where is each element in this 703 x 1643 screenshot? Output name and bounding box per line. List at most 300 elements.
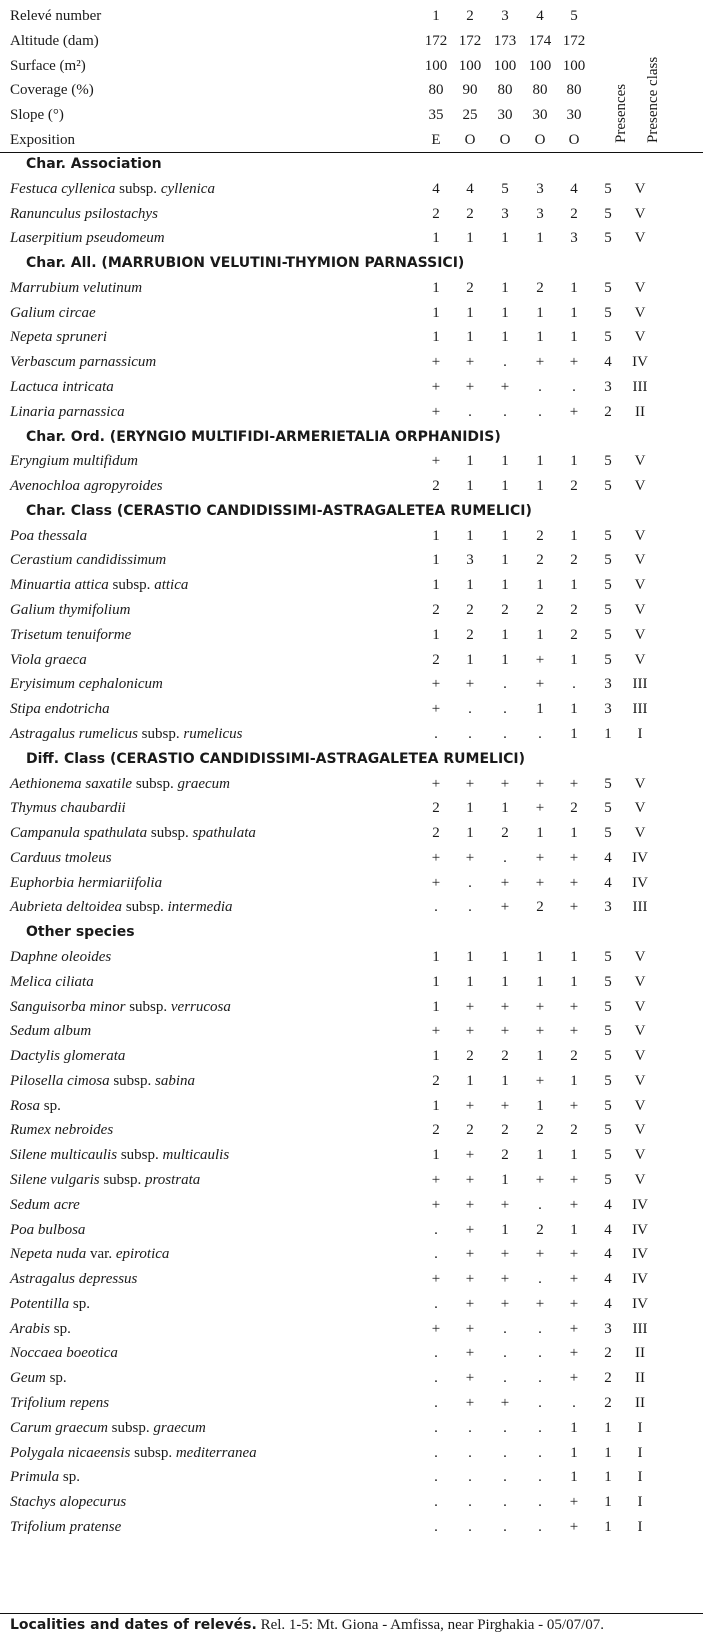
- table-row: [0, 301, 703, 327]
- section-title: Char. Class (CERASTIO CANDIDISSIMI-ASTRAGALETEA RUMELICI): [26, 502, 532, 519]
- table-row: [0, 1515, 703, 1541]
- species-name: [10, 1147, 229, 1164]
- cover-value: +: [535, 354, 545, 371]
- species-name: [10, 1222, 85, 1239]
- cover-value: 2: [570, 602, 578, 619]
- cover-value: .: [503, 1494, 507, 1511]
- table-row: [0, 1069, 703, 1095]
- header-row: [0, 103, 703, 129]
- cover-value: 2: [432, 205, 440, 222]
- cover-value: 3: [501, 205, 509, 222]
- table-row: [0, 1366, 703, 1392]
- table-row: [0, 524, 703, 550]
- cover-value: 1: [466, 800, 474, 817]
- cover-value: +: [431, 701, 441, 718]
- presence-class-value: I: [637, 1494, 643, 1511]
- cover-value: +: [431, 1023, 441, 1040]
- section-title: Diff. Class (CERASTIO CANDIDISSIMI-ASTRAGALETEA RUMELICI): [26, 750, 526, 767]
- cover-value: .: [538, 1469, 542, 1486]
- infraspecific-epithet: mediterranea: [175, 1444, 257, 1461]
- species-binomial: Aubrieta deltoidea: [10, 899, 123, 916]
- presence-class-value: V: [634, 577, 646, 594]
- cover-value: 1: [432, 304, 440, 321]
- cover-value: +: [465, 676, 475, 693]
- table-row: [0, 202, 703, 228]
- presences-value: 5: [604, 478, 612, 495]
- presences-value: 1: [604, 1419, 612, 1436]
- cover-value: 1: [501, 626, 509, 643]
- table-row: [0, 1242, 703, 1268]
- cover-value: +: [465, 1345, 475, 1362]
- species-name: [10, 726, 243, 743]
- table-row: [0, 1465, 703, 1491]
- presences-value: 5: [604, 626, 612, 643]
- presence-class-value: I: [637, 1444, 643, 1461]
- presences-value: 1: [604, 1494, 612, 1511]
- presences-value: 5: [604, 651, 612, 668]
- presences-value: 5: [604, 1147, 612, 1164]
- table-row: [0, 672, 703, 698]
- table-row: [0, 871, 703, 897]
- cover-value: .: [538, 1320, 542, 1337]
- table-row: [0, 772, 703, 798]
- species-name: [10, 627, 131, 644]
- rank-marker: subsp.: [125, 998, 171, 1015]
- table-row: [0, 1019, 703, 1045]
- species-binomial: Poa bulbosa: [10, 1221, 86, 1238]
- species-name: [10, 1073, 195, 1090]
- presence-class-value: IV: [632, 1295, 648, 1312]
- cover-value: .: [538, 379, 542, 396]
- cover-value: 1: [501, 329, 509, 346]
- cover-value: +: [535, 849, 545, 866]
- table-row: [0, 722, 703, 748]
- rank-marker: var.: [86, 1246, 116, 1263]
- cover-value: 1: [466, 651, 474, 668]
- species-binomial: Linaria parnassica: [10, 403, 125, 420]
- rank-marker: sp.: [40, 1097, 61, 1114]
- cover-value: 1: [501, 304, 509, 321]
- presences-value: 5: [604, 602, 612, 619]
- presence-class-value: III: [632, 676, 648, 693]
- presence-class-value: V: [634, 552, 646, 569]
- presences-value: 1: [604, 1518, 612, 1535]
- cover-value: .: [503, 1419, 507, 1436]
- cover-value: .: [434, 1345, 438, 1362]
- cover-value: 1: [570, 577, 578, 594]
- presence-class-value: I: [637, 1419, 643, 1436]
- presence-class-value: V: [634, 775, 646, 792]
- table-row: [0, 1267, 703, 1293]
- footer-text: Rel. 1-5: Mt. Giona - Amfissa, near Pirghakia - 05/07/07.: [256, 1617, 604, 1633]
- presence-class-value: I: [637, 1469, 643, 1486]
- rank-marker: subsp.: [108, 577, 155, 594]
- presences-value: 4: [604, 1196, 612, 1213]
- cover-value: .: [503, 676, 507, 693]
- presence-class-value: IV: [632, 1221, 648, 1238]
- presence-class-value: III: [632, 1320, 648, 1337]
- cover-value: .: [503, 1320, 507, 1337]
- cover-value: .: [468, 1494, 472, 1511]
- rank-marker: subsp.: [130, 1444, 176, 1461]
- presences-value: 1: [604, 725, 612, 742]
- cover-value: +: [535, 1072, 545, 1089]
- cover-value: 2: [536, 1122, 544, 1139]
- cover-value: 1: [570, 725, 578, 742]
- species-binomial: Noccaea boeotica: [10, 1345, 118, 1362]
- presence-class-value: V: [634, 478, 646, 495]
- table-row: [0, 177, 703, 203]
- header-value: 80: [532, 82, 548, 99]
- cover-value: .: [538, 1345, 542, 1362]
- species-binomial: Nepeta nuda: [10, 1246, 87, 1263]
- header-value: 35: [428, 107, 444, 124]
- cover-value: +: [535, 775, 545, 792]
- table-row: [0, 1341, 703, 1367]
- cover-value: +: [465, 775, 475, 792]
- species-binomial: Pilosella cimosa: [10, 1072, 110, 1089]
- cover-value: +: [500, 1023, 510, 1040]
- cover-value: 2: [466, 1122, 474, 1139]
- species-name: [10, 354, 156, 371]
- cover-value: +: [569, 775, 579, 792]
- table-row: [0, 573, 703, 599]
- cover-value: +: [465, 1246, 475, 1263]
- species-binomial: Eryngium multifidum: [10, 453, 138, 470]
- cover-value: +: [535, 998, 545, 1015]
- species-name: [10, 949, 111, 966]
- cover-value: +: [431, 379, 441, 396]
- table-row: [0, 821, 703, 847]
- cover-value: .: [503, 354, 507, 371]
- cover-value: 2: [570, 478, 578, 495]
- section-title: Other species: [26, 924, 135, 941]
- species-binomial: Galium circae: [10, 304, 96, 321]
- species-binomial: Melica ciliata: [10, 973, 94, 990]
- cover-value: 1: [466, 577, 474, 594]
- header-label: Exposition: [10, 131, 76, 148]
- species-name: [10, 1395, 109, 1412]
- cover-value: 1: [432, 626, 440, 643]
- rank-marker: subsp.: [147, 825, 193, 842]
- cover-value: 1: [466, 527, 474, 544]
- cover-value: +: [569, 1171, 579, 1188]
- cover-value: 2: [432, 800, 440, 817]
- cover-value: 1: [501, 651, 509, 668]
- table-row: [0, 1193, 703, 1219]
- table-row: [0, 1143, 703, 1169]
- cover-value: +: [500, 1271, 510, 1288]
- species-binomial: Marrubium velutinum: [10, 279, 143, 296]
- presence-class-value: V: [634, 998, 646, 1015]
- species-binomial: Festuca cyllenica: [10, 180, 116, 197]
- presence-class-value: I: [637, 1518, 643, 1535]
- presence-class-header-label: Presence class: [645, 56, 661, 143]
- cover-value: +: [569, 874, 579, 891]
- cover-value: 2: [536, 602, 544, 619]
- cover-value: +: [569, 354, 579, 371]
- presence-class-value: II: [635, 1345, 645, 1362]
- cover-value: 1: [501, 1221, 509, 1238]
- cover-value: 1: [570, 527, 578, 544]
- rank-marker: sp.: [69, 1295, 91, 1312]
- rank-marker: sp.: [59, 1469, 81, 1486]
- infraspecific-epithet: sabina: [155, 1072, 196, 1089]
- cover-value: 1: [536, 973, 544, 990]
- species-binomial: Carduus tmoleus: [10, 849, 112, 866]
- cover-value: 1: [432, 552, 440, 569]
- cover-value: 1: [432, 1097, 440, 1114]
- presence-class-value: V: [634, 1122, 646, 1139]
- header-value: 172: [424, 32, 448, 49]
- presence-class-value: V: [634, 1171, 646, 1188]
- cover-value: 1: [570, 1469, 578, 1486]
- table-row: [0, 1317, 703, 1343]
- species-name: [10, 825, 256, 842]
- presence-class-value: V: [634, 626, 646, 643]
- species-binomial: Minuartia attica: [10, 577, 109, 594]
- cover-value: 1: [536, 1048, 544, 1065]
- presences-value: 2: [604, 403, 612, 420]
- section-title: Char. Ord. (ERYNGIO MULTIFIDI-ARMERIETALIA ORPHANIDIS): [26, 428, 501, 445]
- rank-marker: subsp.: [107, 1419, 154, 1436]
- header-row: [0, 4, 703, 30]
- presences-value: 5: [604, 973, 612, 990]
- presence-class-value: V: [634, 180, 646, 197]
- cover-value: 2: [432, 1072, 440, 1089]
- cover-value: .: [434, 1395, 438, 1411]
- cover-value: 1: [570, 453, 578, 470]
- cover-value: +: [500, 874, 510, 891]
- header-label: Relevé number: [10, 8, 102, 24]
- presences-value: 4: [604, 1295, 612, 1312]
- presences-value: 1: [604, 1444, 612, 1461]
- species-name: [10, 478, 163, 495]
- species-name: [10, 974, 94, 991]
- presences-value: 4: [604, 849, 612, 866]
- presences-value: 3: [604, 701, 612, 718]
- cover-value: 2: [466, 1048, 474, 1065]
- presence-class-value: IV: [632, 1246, 648, 1263]
- cover-value: 1: [432, 577, 440, 594]
- cover-value: 1: [536, 626, 544, 643]
- cover-value: .: [434, 1494, 438, 1511]
- species-name: [10, 181, 215, 198]
- header-value: 1: [432, 8, 440, 24]
- cover-value: 3: [536, 205, 544, 222]
- table-row: [0, 598, 703, 624]
- species-name: [10, 602, 130, 619]
- cover-value: +: [465, 998, 475, 1015]
- cover-value: .: [538, 1444, 542, 1461]
- species-binomial: Trifolium repens: [10, 1395, 110, 1411]
- cover-value: 1: [570, 973, 578, 990]
- species-name: [10, 999, 231, 1016]
- section-heading: [0, 747, 703, 773]
- cover-value: +: [431, 403, 441, 420]
- header-label: Coverage (%): [10, 82, 94, 99]
- table-row: [0, 1044, 703, 1070]
- presence-class-value: V: [634, 948, 646, 965]
- cover-value: 1: [570, 701, 578, 718]
- species-binomial: Aethionema saxatile: [10, 775, 133, 792]
- presence-class-value: IV: [632, 1196, 648, 1213]
- cover-value: 1: [570, 1444, 578, 1461]
- cover-value: +: [431, 849, 441, 866]
- cover-value: +: [569, 1518, 579, 1535]
- cover-value: +: [569, 1295, 579, 1312]
- presence-class-value: V: [634, 304, 646, 321]
- species-name: [10, 776, 230, 793]
- presence-class-value: V: [634, 1048, 646, 1065]
- cover-value: .: [434, 1246, 438, 1263]
- presences-value: 5: [604, 230, 612, 247]
- species-name: [10, 1345, 118, 1362]
- header-value: 100: [528, 57, 552, 74]
- presence-class-value: III: [632, 899, 648, 916]
- rank-marker: subsp.: [99, 1171, 146, 1188]
- table-row: [0, 697, 703, 723]
- cover-value: 1: [501, 948, 509, 965]
- presence-class-value: IV: [632, 874, 648, 891]
- species-binomial: Dactylis glomerata: [10, 1048, 126, 1065]
- cover-value: 1: [466, 1072, 474, 1089]
- header-value: 3: [501, 8, 509, 24]
- cover-value: 1: [570, 279, 578, 296]
- table-row: [0, 945, 703, 971]
- table-row: [0, 623, 703, 649]
- cover-value: 2: [570, 552, 578, 569]
- section-heading: [0, 499, 703, 525]
- species-name: [10, 230, 165, 247]
- cover-value: +: [569, 899, 579, 916]
- cover-value: 2: [570, 205, 578, 222]
- header-label: Surface (m²): [10, 57, 86, 74]
- cover-value: +: [500, 1246, 510, 1263]
- cover-value: +: [431, 874, 441, 891]
- presences-value: 5: [604, 1072, 612, 1089]
- cover-value: +: [535, 1023, 545, 1040]
- presence-class-value: II: [635, 1395, 645, 1411]
- table-row: [0, 400, 703, 426]
- table-row: [0, 1490, 703, 1516]
- cover-value: .: [503, 849, 507, 866]
- species-binomial: Trifolium pratense: [10, 1518, 122, 1535]
- cover-value: .: [468, 899, 472, 916]
- cover-value: +: [500, 379, 510, 396]
- table-row: [0, 796, 703, 822]
- cover-value: +: [465, 1023, 475, 1040]
- cover-value: .: [434, 1444, 438, 1461]
- header-value: 2: [466, 8, 474, 24]
- species-name: [10, 404, 125, 421]
- cover-value: 1: [501, 1171, 509, 1188]
- cover-value: .: [468, 874, 472, 891]
- cover-value: +: [569, 1246, 579, 1263]
- cover-value: +: [535, 676, 545, 693]
- cover-value: .: [434, 1370, 438, 1387]
- cover-value: 1: [536, 577, 544, 594]
- header-value: O: [464, 131, 476, 148]
- species-name: [10, 1048, 125, 1065]
- presences-value: 5: [604, 1097, 612, 1114]
- presence-class-value: V: [634, 800, 646, 817]
- section-heading: [0, 425, 703, 451]
- cover-value: +: [431, 453, 441, 470]
- cover-value: 2: [501, 1147, 509, 1164]
- section-title: Char. All. (MARRUBION VELUTINI-THYMION PARNASSICI): [26, 255, 465, 272]
- presences-value: 5: [604, 180, 612, 197]
- header-value: 80: [497, 82, 513, 99]
- cover-value: 2: [570, 1048, 578, 1065]
- presences-value: 5: [604, 1023, 612, 1040]
- table-row: [0, 895, 703, 921]
- presences-value: 4: [604, 874, 612, 891]
- presences-value: 5: [604, 1122, 612, 1139]
- cover-value: 1: [536, 329, 544, 346]
- cover-value: 1: [432, 279, 440, 296]
- presence-class-value: IV: [632, 849, 648, 866]
- cover-value: 2: [466, 205, 474, 222]
- species-binomial: Campanula spathulata: [10, 825, 148, 842]
- table-row: [0, 1168, 703, 1194]
- cover-value: +: [569, 1023, 579, 1040]
- cover-value: 2: [432, 825, 440, 842]
- cover-value: 1: [501, 577, 509, 594]
- cover-value: 1: [536, 1147, 544, 1164]
- cover-value: 1: [570, 329, 578, 346]
- cover-value: 2: [570, 1122, 578, 1139]
- header-label: Slope (°): [10, 107, 64, 124]
- cover-value: 1: [501, 453, 509, 470]
- presences-value: 5: [604, 329, 612, 346]
- presence-class-value: V: [634, 973, 646, 990]
- cover-value: 1: [536, 825, 544, 842]
- table-row: [0, 325, 703, 351]
- species-name: [10, 1420, 206, 1437]
- species-binomial: Eryisimum cephalonicum: [10, 676, 163, 693]
- cover-value: +: [569, 403, 579, 420]
- cover-value: +: [535, 874, 545, 891]
- table-row: [0, 276, 703, 302]
- species-binomial: Primula: [10, 1469, 60, 1486]
- presence-class-value: IV: [632, 354, 648, 371]
- presence-class-value: V: [634, 230, 646, 247]
- footer-heading: Localities and dates of relevés.: [10, 1617, 257, 1633]
- cover-value: 2: [501, 1122, 509, 1139]
- presence-class-value: V: [634, 825, 646, 842]
- header-value: 30: [532, 107, 548, 124]
- species-name: [10, 305, 96, 322]
- table-row: [0, 1441, 703, 1467]
- header-label: Altitude (dam): [10, 32, 99, 49]
- cover-value: +: [569, 1370, 579, 1387]
- species-name: [10, 577, 188, 594]
- cover-value: 1: [536, 230, 544, 247]
- presence-class-value: V: [634, 527, 646, 544]
- header-value: 100: [458, 57, 482, 74]
- species-binomial: Polygala nicaeensis: [10, 1444, 131, 1461]
- cover-value: 2: [570, 800, 578, 817]
- presences-value: 5: [604, 998, 612, 1015]
- cover-value: 2: [466, 602, 474, 619]
- presences-value: 5: [604, 1048, 612, 1065]
- presence-class-value: V: [634, 651, 646, 668]
- cover-value: 1: [432, 948, 440, 965]
- presence-class-value: V: [634, 453, 646, 470]
- section-heading: [0, 920, 703, 946]
- table-row: [0, 226, 703, 252]
